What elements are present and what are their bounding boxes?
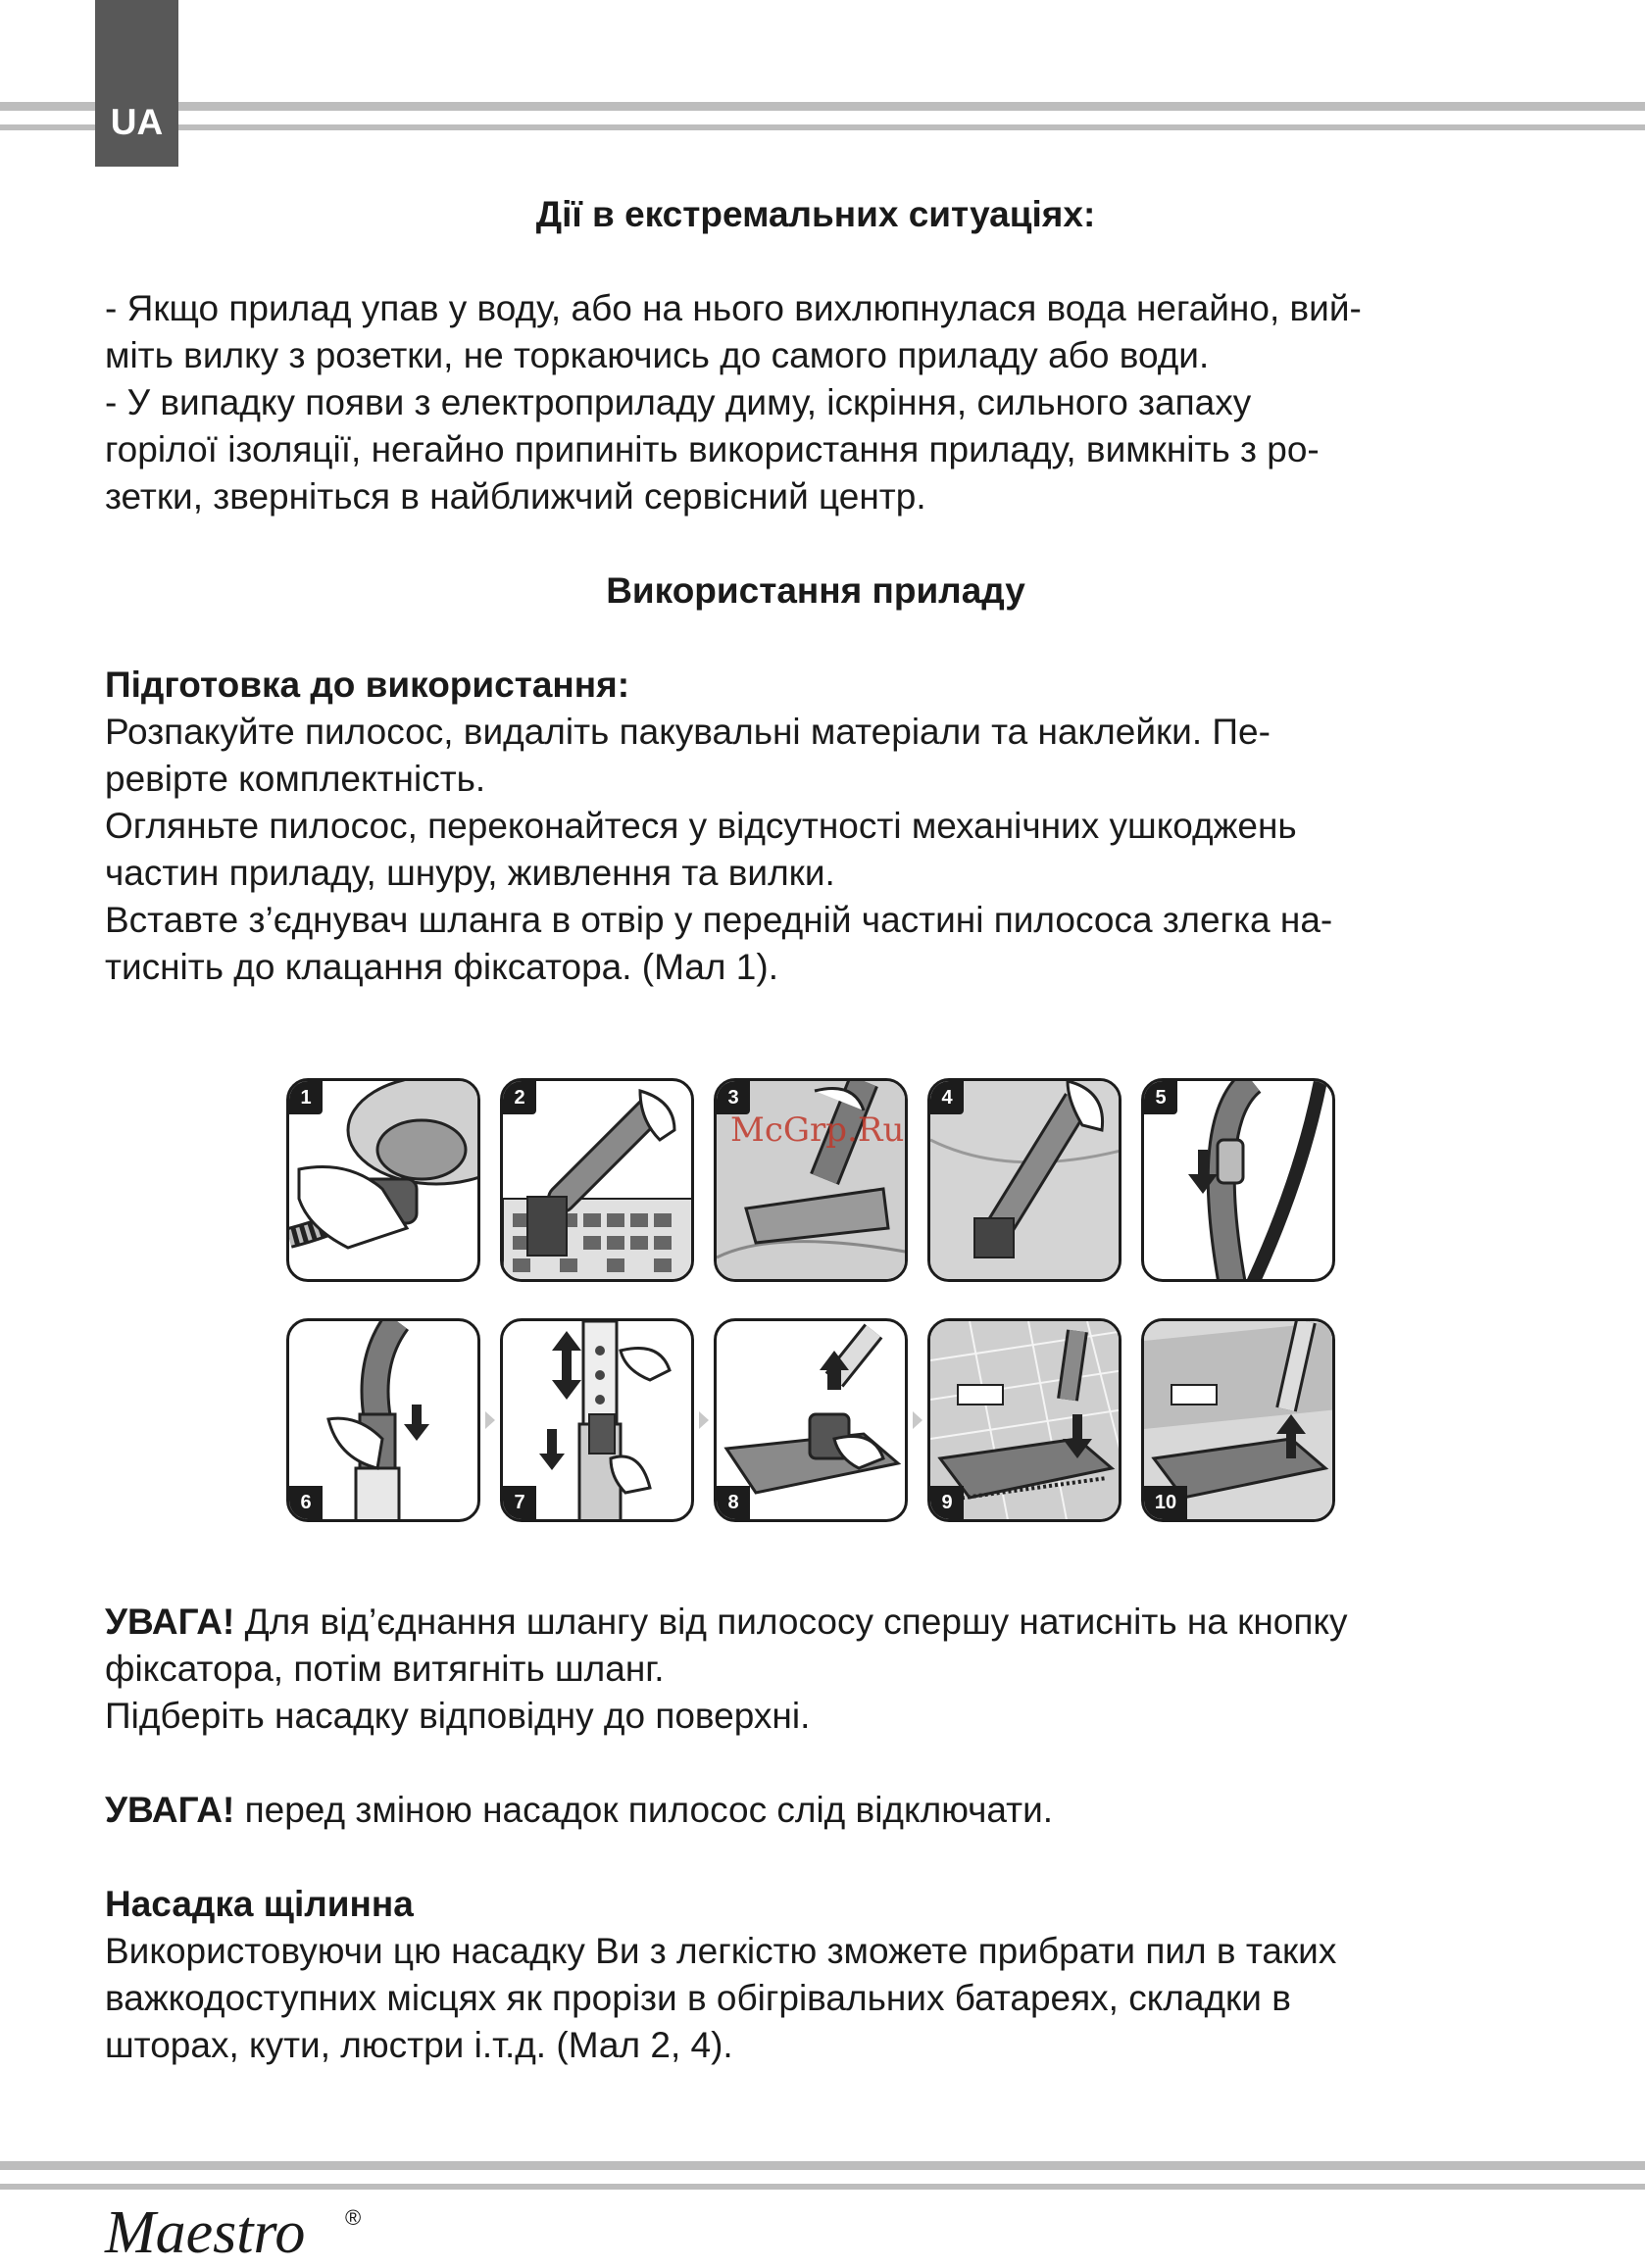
- prep-line: Розпакуйте пилосос, видаліть пакувальні матеріали та наклейки. Пе-: [105, 712, 1271, 752]
- panel-number: 2: [503, 1081, 536, 1114]
- usage-title: Використання приладу: [606, 570, 1025, 611]
- emergency-line: міть вилку з розетки, не торкаючись до самого приладу або води.: [105, 335, 1210, 375]
- panel-2: [500, 1078, 694, 1282]
- crevice-line: шторах, кути, люстри і.т.д. (Мал 2, 4).: [105, 2025, 733, 2065]
- step-arrow-icon: [485, 1411, 495, 1429]
- panel-1: [286, 1078, 480, 1282]
- emergency-title: Дії в екстремальних ситуаціях:: [535, 194, 1096, 234]
- crevice-line: Використовуючи цю насадку Ви з легкістю зможете прибрати пил в таких: [105, 1931, 1337, 1971]
- watermark: McGrp.Ru: [730, 1110, 905, 1150]
- registered-mark: ®: [345, 2205, 362, 2230]
- warning-label: УВАГА!: [105, 1790, 235, 1830]
- emergency-line: - У випадку появи з електроприладу диму, іскріння, сильного запаху: [105, 382, 1252, 422]
- footer-rule-bottom: [0, 2184, 1645, 2190]
- panel-4: [927, 1078, 1122, 1282]
- emergency-line: горілої ізоляції, негайно припиніть використання приладу, вимкніть з ро-: [105, 429, 1320, 469]
- panel-number: 10: [1144, 1486, 1187, 1519]
- step-arrow-icon: [913, 1411, 922, 1429]
- panel-number: 9: [930, 1486, 964, 1519]
- emergency-line: зетки, зверніться в найближчий сервісний центр.: [105, 476, 926, 517]
- warning-1: [105, 1599, 1526, 1646]
- panel-5: [1141, 1078, 1335, 1282]
- language-label: UA: [110, 102, 164, 142]
- panel-6: [286, 1318, 480, 1522]
- emergency-line: - Якщо прилад упав у воду, або на нього вихлюпнулася вода негайно, вий-: [105, 288, 1362, 328]
- panel-number: 4: [930, 1081, 964, 1114]
- warning-line: фіксатора, потім витягніть шланг.: [105, 1649, 665, 1689]
- panel-9: [927, 1318, 1122, 1522]
- panel-number: 3: [717, 1081, 750, 1114]
- warning-2: [105, 1787, 1526, 1834]
- language-tab: [95, 0, 178, 167]
- prep-line: ревірте комплектність.: [105, 759, 486, 799]
- crevice-line: важкодоступних місцях як прорізи в обігрівальних батареях, складки в: [105, 1978, 1291, 2018]
- prep-line: частин приладу, шнуру, живлення та вилки.: [105, 853, 835, 893]
- prep-line: Огляньте пилосос, переконайтеся у відсутності механічних ушкоджень: [105, 806, 1297, 846]
- header-rule-top: [0, 102, 1645, 111]
- brand-logo: Maestro: [105, 2199, 306, 2266]
- panel-8: [714, 1318, 908, 1522]
- panel-7: [500, 1318, 694, 1522]
- footer-rule-top: [0, 2161, 1645, 2170]
- prep-line: тисніть до клацання фіксатора. (Мал 1).: [105, 947, 778, 987]
- warning-label: УВАГА!: [105, 1602, 235, 1642]
- warning-text: Для від’єднання шлангу від пилососу спершу натисніть на кнопку: [234, 1602, 1348, 1642]
- panel-number: 7: [503, 1486, 536, 1519]
- panel-number: 5: [1144, 1081, 1177, 1114]
- panel-3: [714, 1078, 908, 1282]
- panel-number: 8: [717, 1486, 750, 1519]
- warning-line: Підберіть насадку відповідну до поверхні.: [105, 1696, 811, 1736]
- panel-number: 6: [289, 1486, 323, 1519]
- crevice-title: Насадка щілинна: [105, 1884, 414, 1924]
- header-rule-bottom: [0, 124, 1645, 130]
- prep-title: Підготовка до використання:: [105, 665, 630, 705]
- panel-10: [1141, 1318, 1335, 1522]
- panel-number: 1: [289, 1081, 323, 1114]
- warning-text: перед зміною насадок пилосос слід відключати.: [234, 1790, 1054, 1830]
- step-arrow-icon: [699, 1411, 709, 1429]
- prep-line: Вставте з’єднувач шланга в отвір у передній частині пилососа злегка на-: [105, 900, 1333, 940]
